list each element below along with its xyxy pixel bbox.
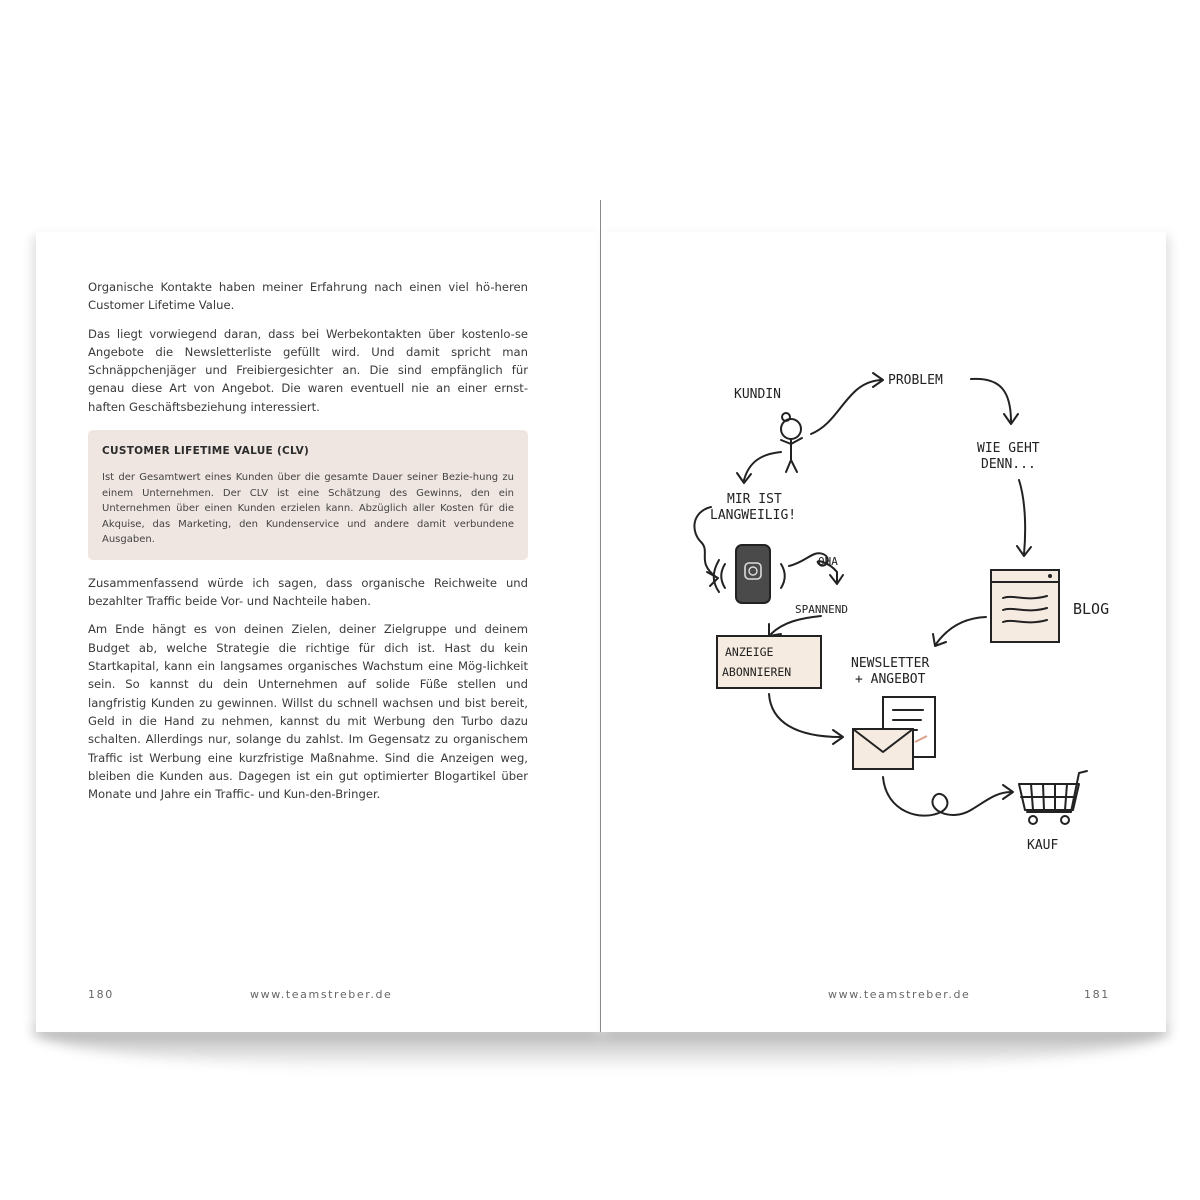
paragraph: Das liegt vorwiegend daran, dass bei Werbekontakten über kostenlo-se Angebote die Newsletterliste gefüllt wird. Und damit spricht man Schnäppchenjäger und Freibiergesichter an. Die sind empfänglich für genau diese Art von Angebot. Die waren eventuell nie an einer ernst-haften Geschäftsbeziehung interessiert. — [88, 326, 528, 414]
customer-figure — [781, 413, 802, 472]
website-left: www.teamstreber.de — [250, 988, 393, 1001]
shopping-cart-icon — [1019, 771, 1087, 824]
page-number-right: 181 — [1084, 988, 1110, 1001]
website-right: www.teamstreber.de — [828, 988, 971, 1001]
paragraph: Zusammenfassend würde ich sagen, dass organische Reichweite und bezahlter Traffic beide Vor- und Nachteile haben. — [88, 575, 528, 609]
label-kauf: KAUF — [1027, 838, 1059, 853]
book-gutter — [600, 200, 601, 1032]
arrow-envelope-cart — [883, 777, 1011, 816]
arrow-oha-anzeige — [771, 616, 821, 634]
clv-info-box — [88, 430, 528, 560]
book-spread — [36, 232, 1166, 1032]
label-wie-geht-1: WIE GEHT — [977, 441, 1040, 456]
label-blog: BLOG — [1073, 600, 1110, 618]
paragraph: Am Ende hängt es von deinen Zielen, deiner Zielgruppe und deinem Budget ab, welche Strategie die richtige für dich ist. Hast du kein Startkapital, kann ein langsames organisches Wachstum eine Mög-lichkeit sein. So kannst du dein Unternehmen auf solide Füße stellen und langfristig Kunden zu gewinnen. Willst du schnell wachsen und bist bereit, Geld in die Hand zu nehmen, kannst du mit Werbung den Turbo dazu schalten. Allerdings nur, solange du zahlst. Im Gegensatz zu organischem Traffic ist Werbung eine kurzfristige Maßnahme. Sind die Anzeigen weg, bleiben die Kunden aus. Dagegen ist ein gut optimierter Blogartikel über Monate und Jahre ein Traffic- und Kun-den-Bringer. — [88, 622, 528, 802]
clv-body: Ist der Gesamtwert eines Kunden über die gesamte Dauer seiner Bezie-hung zu einem Unternehmen. Der CLV ist eine Schätzung des Gewinns, den ein Unternehmen über einen Kunden erzielen kann. Abzüglich aller Kosten für die Akquise, das Marketing, den Kundenservice und andere damit verbundene Ausgaben. — [102, 472, 514, 546]
envelope-icon — [853, 729, 913, 769]
arrow-wiegeht-blog — [1019, 480, 1025, 554]
book-shadow — [34, 1030, 1168, 1070]
left-text-column — [88, 278, 528, 813]
label-wie-geht-2: DENN... — [981, 457, 1036, 472]
label-problem: PROBLEM — [888, 373, 943, 388]
phone-icon — [714, 545, 785, 603]
label-anzeige-2: ABONNIEREN — [722, 665, 792, 679]
clv-title: CUSTOMER LIFETIME VALUE (CLV) — [102, 445, 310, 458]
page-number-left: 180 — [88, 988, 114, 1001]
label-langweilig-1: MIR IST — [727, 492, 782, 507]
right-page — [601, 232, 1166, 1032]
label-langweilig-2: LANGWEILIG! — [710, 508, 797, 523]
left-page — [36, 232, 601, 1032]
label-oha-2: SPANNEND — [795, 603, 848, 616]
label-oha-1: OHA — [818, 555, 838, 568]
customer-journey-sketch — [601, 232, 1166, 932]
label-anzeige-1: ANZEIGE — [725, 645, 774, 659]
blog-page-icon — [991, 570, 1059, 642]
arrow-anzeige-envelope — [769, 694, 841, 737]
arrow-blog-newsletter — [936, 617, 986, 644]
label-newsletter-2: + ANGEBOT — [855, 672, 926, 687]
arrow-kundin-problem — [811, 380, 881, 434]
paragraph: Organische Kontakte haben meiner Erfahrung nach einen viel hö-heren Customer Lifetime Value. — [88, 280, 528, 313]
label-kundin: KUNDIN — [734, 387, 781, 402]
label-newsletter-1: NEWSLETTER — [851, 656, 930, 671]
ad-note — [717, 636, 821, 688]
